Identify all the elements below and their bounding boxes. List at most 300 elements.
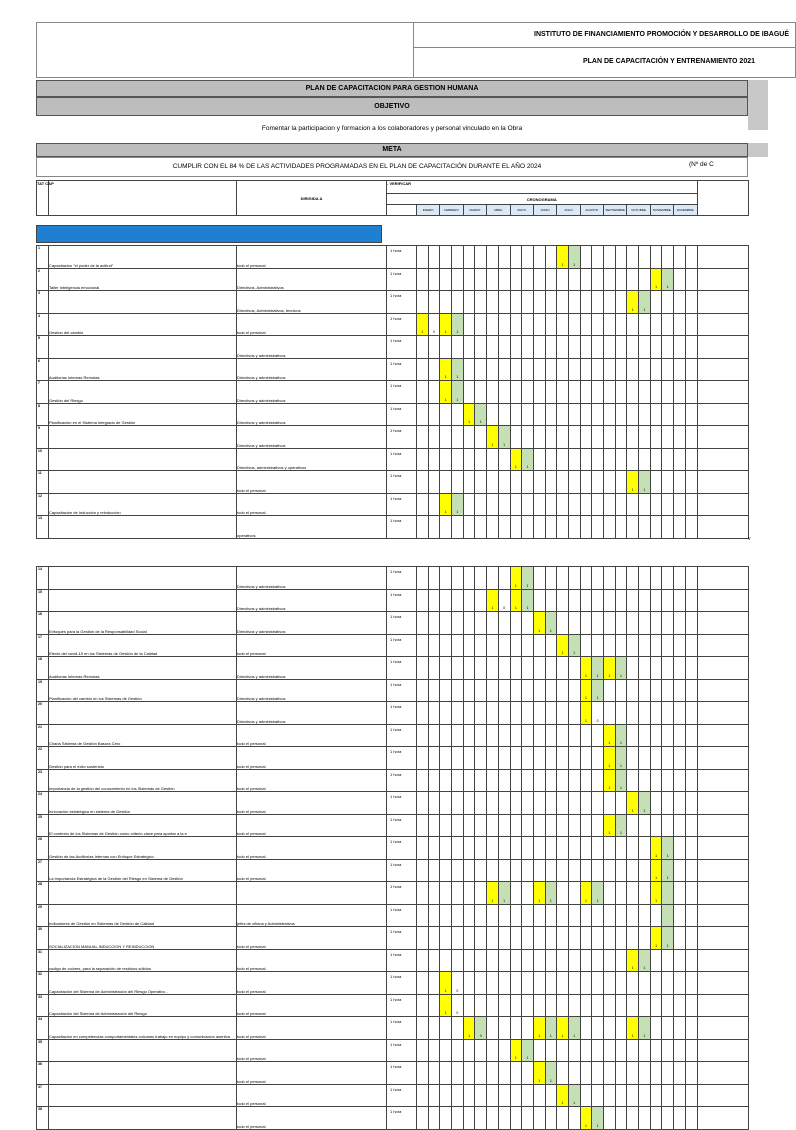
schedule-mark: 1	[631, 1033, 634, 1038]
schedule-cell	[475, 949, 487, 972]
month-octubre: OCTUBRE	[627, 205, 650, 216]
schedule-cell	[592, 679, 604, 702]
schedule-cell	[522, 904, 534, 927]
schedule-cell	[557, 448, 569, 471]
schedule-cell	[627, 336, 639, 359]
schedule-cell	[627, 1039, 639, 1062]
schedule-cell	[545, 882, 557, 905]
schedule-cell	[522, 679, 534, 702]
schedule-cell	[545, 769, 557, 792]
schedule-cell	[592, 882, 604, 905]
schedule-cell	[615, 792, 627, 815]
schedule-cell	[487, 994, 499, 1017]
schedule-cell	[510, 679, 522, 702]
schedule-cell	[615, 769, 627, 792]
row-tail	[697, 679, 748, 702]
schedule-cell	[545, 702, 557, 725]
month-mayo: MAYO	[510, 205, 533, 216]
schedule-cell	[592, 567, 604, 590]
schedule-cell	[487, 747, 499, 770]
schedule-cell	[417, 381, 429, 404]
row-duration: 1 hora	[387, 313, 417, 336]
row-tema: Capacitacion de Induccion y reinduccion	[49, 493, 237, 516]
row-tail	[697, 994, 748, 1017]
schedule-cell	[475, 336, 487, 359]
row-tail	[697, 1039, 748, 1062]
schedule-cell	[428, 702, 440, 725]
schedule-cell	[580, 426, 592, 449]
schedule-cell	[639, 589, 651, 612]
schedule-cell	[440, 927, 452, 950]
schedule-cell	[510, 882, 522, 905]
schedule-cell	[650, 1084, 662, 1107]
schedule-cell	[580, 313, 592, 336]
row-tail	[697, 972, 748, 995]
schedule-cell	[685, 814, 697, 837]
schedule-cell	[510, 516, 522, 539]
schedule-cell	[650, 313, 662, 336]
schedule-cell	[627, 994, 639, 1017]
schedule-cell	[510, 837, 522, 860]
schedule-cell	[545, 1017, 557, 1040]
schedule-cell	[533, 426, 545, 449]
schedule-cell	[452, 403, 464, 426]
schedule-cell	[440, 471, 452, 494]
schedule-cell	[475, 403, 487, 426]
schedule-cell	[452, 589, 464, 612]
schedule-cell	[604, 1062, 616, 1085]
schedule-mark: 1	[620, 831, 622, 835]
schedule-cell	[627, 1017, 639, 1040]
schedule-cell	[592, 426, 604, 449]
schedule-cell	[627, 702, 639, 725]
training-table-page2	[36, 566, 749, 1130]
schedule-cell	[568, 291, 580, 314]
schedule-cell	[592, 403, 604, 426]
schedule-cell	[650, 471, 662, 494]
schedule-cell	[615, 904, 627, 927]
schedule-cell	[685, 493, 697, 516]
schedule-cell	[627, 949, 639, 972]
schedule-mark: 1	[561, 651, 564, 655]
schedule-cell	[522, 516, 534, 539]
row-tema	[49, 1039, 237, 1062]
table-row	[37, 426, 749, 449]
schedule-mark: 1	[596, 673, 599, 678]
row-duration: 1 hora	[387, 679, 417, 702]
row-duration: 1 hora	[387, 769, 417, 792]
schedule-cell	[510, 567, 522, 590]
row-dirigida: Directivos y administrativos	[237, 657, 387, 680]
schedule-cell	[639, 972, 651, 995]
row-dirigida: todo el personal	[237, 792, 387, 815]
schedule-cell	[428, 927, 440, 950]
schedule-cell	[510, 589, 522, 612]
schedule-cell	[650, 612, 662, 635]
schedule-cell	[557, 516, 569, 539]
side-gray-block-2	[748, 143, 768, 157]
schedule-cell	[463, 769, 475, 792]
schedule-cell	[487, 814, 499, 837]
schedule-cell	[592, 448, 604, 471]
schedule-cell	[627, 471, 639, 494]
month-julio: JULIO	[557, 205, 580, 216]
row-duration: 1 hora	[387, 381, 417, 404]
schedule-cell	[522, 949, 534, 972]
row-number: 2	[37, 268, 49, 291]
schedule-cell	[557, 567, 569, 590]
schedule-cell	[510, 381, 522, 404]
schedule-cell	[639, 994, 651, 1017]
schedule-cell	[417, 516, 429, 539]
row-number: 30	[37, 927, 49, 950]
schedule-cell	[604, 612, 616, 635]
schedule-cell	[533, 927, 545, 950]
schedule-cell	[428, 612, 440, 635]
schedule-cell	[557, 493, 569, 516]
schedule-cell	[568, 769, 580, 792]
schedule-cell	[522, 493, 534, 516]
table-row	[37, 268, 749, 291]
schedule-cell	[498, 949, 510, 972]
row-tema	[49, 567, 237, 590]
schedule-cell	[545, 589, 557, 612]
schedule-cell	[650, 769, 662, 792]
schedule-cell	[557, 291, 569, 314]
schedule-cell	[545, 448, 557, 471]
schedule-mark: 1	[526, 1056, 529, 1060]
schedule-cell	[557, 927, 569, 950]
schedule-cell	[580, 702, 592, 725]
schedule-cell	[533, 814, 545, 837]
schedule-cell	[417, 1017, 429, 1040]
schedule-cell	[615, 589, 627, 612]
schedule-cell	[522, 291, 534, 314]
schedule-cell	[592, 747, 604, 770]
row-duration: 1 hora	[387, 792, 417, 815]
row-dirigida: todo el personal	[237, 313, 387, 336]
schedule-cell	[452, 291, 464, 314]
schedule-mark: 0	[503, 606, 506, 610]
schedule-mark: 1	[444, 375, 447, 379]
table-row	[37, 1039, 749, 1062]
schedule-cell	[685, 724, 697, 747]
schedule-cell	[557, 814, 569, 837]
row-number: 32	[37, 972, 49, 995]
schedule-cell	[440, 657, 452, 680]
row-tail	[697, 792, 748, 815]
schedule-cell	[510, 1039, 522, 1062]
schedule-cell	[522, 448, 534, 471]
schedule-cell	[580, 927, 592, 950]
schedule-cell	[463, 814, 475, 837]
schedule-cell	[674, 381, 686, 404]
plan-name: PLAN DE CAPACITACIÓN Y ENTRENAMIENTO 2021	[414, 48, 796, 78]
row-tail	[697, 403, 748, 426]
schedule-cell	[627, 268, 639, 291]
row-number: 35	[37, 1039, 49, 1062]
schedule-mark: 1	[538, 898, 541, 903]
schedule-mark: 1	[608, 741, 611, 745]
schedule-cell	[417, 1084, 429, 1107]
schedule-cell	[428, 1062, 440, 1085]
schedule-cell	[650, 1062, 662, 1085]
schedule-cell	[580, 268, 592, 291]
schedule-mark: 1	[444, 510, 447, 514]
row-tail	[697, 769, 748, 792]
table-row	[37, 927, 749, 950]
schedule-cell	[463, 246, 475, 269]
row-number: 24	[37, 792, 49, 815]
schedule-cell	[592, 291, 604, 314]
schedule-cell	[545, 972, 557, 995]
schedule-cell	[510, 493, 522, 516]
schedule-cell	[417, 1107, 429, 1130]
schedule-cell	[639, 904, 651, 927]
row-dirigida: Directivos y administrativos	[237, 589, 387, 612]
row-tail	[697, 927, 748, 950]
schedule-cell	[674, 657, 686, 680]
schedule-cell	[662, 859, 674, 882]
schedule-cell	[604, 747, 616, 770]
row-duration: 1 hora	[387, 358, 417, 381]
schedule-cell	[440, 246, 452, 269]
row-tail	[697, 471, 748, 494]
schedule-cell	[557, 792, 569, 815]
meta-side-text: (Nº de C	[689, 161, 714, 168]
schedule-cell	[475, 448, 487, 471]
schedule-cell	[463, 516, 475, 539]
schedule-cell	[510, 702, 522, 725]
schedule-cell	[674, 493, 686, 516]
row-dirigida: Directivos y administrativos	[237, 612, 387, 635]
schedule-cell	[498, 769, 510, 792]
schedule-cell	[417, 448, 429, 471]
schedule-cell	[592, 837, 604, 860]
schedule-cell	[522, 994, 534, 1017]
schedule-cell	[592, 927, 604, 950]
schedule-cell	[685, 927, 697, 950]
schedule-cell	[440, 1039, 452, 1062]
row-duration: 1 hora	[387, 268, 417, 291]
schedule-mark: 1	[514, 465, 517, 469]
schedule-cell	[487, 516, 499, 539]
row-tail	[697, 589, 748, 612]
schedule-cell	[487, 1062, 499, 1085]
row-duration: 1 hora	[387, 859, 417, 882]
schedule-cell	[674, 792, 686, 815]
schedule-cell	[568, 1062, 580, 1085]
schedule-cell	[557, 859, 569, 882]
schedule-cell	[498, 679, 510, 702]
schedule-cell	[580, 1039, 592, 1062]
schedule-cell	[522, 724, 534, 747]
row-tema: Indicadores de Gestión en Sistemas de Gestión de Calidad	[49, 904, 237, 927]
schedule-cell	[592, 1084, 604, 1107]
schedule-cell	[662, 589, 674, 612]
schedule-cell	[568, 747, 580, 770]
schedule-cell	[568, 972, 580, 995]
row-tema: Planificación del cambio en los Sistemas de Gestión	[49, 679, 237, 702]
schedule-cell	[510, 972, 522, 995]
meta-band: META	[36, 143, 748, 157]
schedule-mark: 1	[584, 1123, 587, 1128]
month-abril: ABRIL	[487, 205, 510, 216]
schedule-cell	[498, 904, 510, 927]
row-number: 34	[37, 1017, 49, 1040]
schedule-mark: 1	[561, 262, 564, 267]
table-row	[37, 1107, 749, 1130]
schedule-cell	[487, 702, 499, 725]
schedule-mark: 1	[468, 1033, 471, 1038]
schedule-cell	[417, 567, 429, 590]
schedule-cell	[662, 313, 674, 336]
row-tema	[49, 1062, 237, 1085]
schedule-mark: 1	[655, 943, 658, 948]
schedule-cell	[510, 426, 522, 449]
schedule-cell	[428, 769, 440, 792]
schedule-cell	[557, 904, 569, 927]
row-tema	[49, 1107, 237, 1130]
schedule-cell	[568, 268, 580, 291]
schedule-cell	[428, 246, 440, 269]
schedule-cell	[685, 336, 697, 359]
schedule-cell	[568, 1107, 580, 1130]
schedule-cell	[440, 702, 452, 725]
schedule-cell	[662, 493, 674, 516]
schedule-cell	[498, 612, 510, 635]
schedule-cell	[592, 1039, 604, 1062]
schedule-cell	[452, 336, 464, 359]
schedule-cell	[545, 358, 557, 381]
schedule-cell	[557, 403, 569, 426]
schedule-cell	[627, 246, 639, 269]
schedule-cell	[685, 949, 697, 972]
schedule-mark: 1	[503, 898, 506, 903]
schedule-cell	[475, 679, 487, 702]
schedule-cell	[580, 994, 592, 1017]
row-number: 37	[37, 1084, 49, 1107]
schedule-cell	[428, 1084, 440, 1107]
dur-header-spacer	[387, 205, 417, 216]
schedule-cell	[417, 814, 429, 837]
schedule-cell	[475, 814, 487, 837]
schedule-cell	[545, 949, 557, 972]
schedule-mark: 1	[643, 966, 646, 970]
schedule-cell	[417, 769, 429, 792]
schedule-cell	[487, 336, 499, 359]
row-number: 3	[37, 291, 49, 314]
schedule-cell	[674, 1062, 686, 1085]
row-number: 9	[37, 426, 49, 449]
schedule-cell	[498, 747, 510, 770]
row-dirigida: todo el personal	[237, 814, 387, 837]
schedule-cell	[533, 612, 545, 635]
schedule-cell	[604, 724, 616, 747]
schedule-cell	[627, 313, 639, 336]
schedule-cell	[463, 994, 475, 1017]
schedule-cell	[440, 747, 452, 770]
schedule-cell	[487, 657, 499, 680]
table-row	[37, 448, 749, 471]
schedule-cell	[533, 1017, 545, 1040]
schedule-cell	[604, 336, 616, 359]
schedule-cell	[580, 612, 592, 635]
schedule-cell	[440, 904, 452, 927]
row-tema: Innovación estratégica en sistema de Gestión	[49, 792, 237, 815]
schedule-cell	[487, 972, 499, 995]
schedule-cell	[650, 657, 662, 680]
schedule-cell	[487, 634, 499, 657]
schedule-mark: 1	[620, 763, 622, 768]
table-row	[37, 814, 749, 837]
schedule-cell	[568, 904, 580, 927]
schedule-cell	[533, 471, 545, 494]
row-duration: 1 hora	[387, 904, 417, 927]
schedule-cell	[440, 769, 452, 792]
schedule-cell	[440, 567, 452, 590]
schedule-cell	[685, 1084, 697, 1107]
schedule-cell	[568, 814, 580, 837]
schedule-cell	[487, 679, 499, 702]
month-agosto: AGOSTO	[580, 205, 603, 216]
schedule-cell	[650, 837, 662, 860]
schedule-cell	[417, 634, 429, 657]
table-row	[37, 589, 749, 612]
schedule-cell	[498, 972, 510, 995]
schedule-cell	[662, 1039, 674, 1062]
schedule-cell	[580, 724, 592, 747]
schedule-cell	[440, 1107, 452, 1130]
schedule-cell	[475, 634, 487, 657]
schedule-cell	[627, 882, 639, 905]
schedule-cell	[674, 837, 686, 860]
row-dirigida: Directivos, Administrativos, tecnicos	[237, 291, 387, 314]
schedule-cell	[592, 904, 604, 927]
schedule-cell	[452, 567, 464, 590]
schedule-cell	[522, 403, 534, 426]
schedule-cell	[417, 1062, 429, 1085]
schedule-cell	[568, 471, 580, 494]
row-dirigida: Directivos y administrativos	[237, 426, 387, 449]
schedule-cell	[417, 702, 429, 725]
schedule-mark: 1	[666, 853, 669, 858]
row-tail	[697, 567, 748, 590]
schedule-cell	[650, 1039, 662, 1062]
schedule-cell	[428, 567, 440, 590]
schedule-cell	[463, 336, 475, 359]
schedule-cell	[650, 904, 662, 927]
schedule-cell	[498, 403, 510, 426]
schedule-cell	[463, 724, 475, 747]
row-duration: 1 hora	[387, 516, 417, 539]
schedule-cell	[463, 1039, 475, 1062]
schedule-cell	[592, 246, 604, 269]
schedule-cell	[627, 358, 639, 381]
schedule-cell	[627, 747, 639, 770]
schedule-cell	[604, 291, 616, 314]
schedule-cell	[604, 792, 616, 815]
schedule-cell	[452, 426, 464, 449]
schedule-cell	[685, 994, 697, 1017]
schedule-cell	[522, 1062, 534, 1085]
schedule-cell	[650, 679, 662, 702]
schedule-cell	[685, 313, 697, 336]
schedule-cell	[533, 657, 545, 680]
schedule-cell	[498, 471, 510, 494]
row-duration: 1 hora	[387, 493, 417, 516]
row-tema: Capacitacion en competencias comportamentales culcuses trabajo en equipo y comunicacion asertiva	[49, 1017, 237, 1040]
